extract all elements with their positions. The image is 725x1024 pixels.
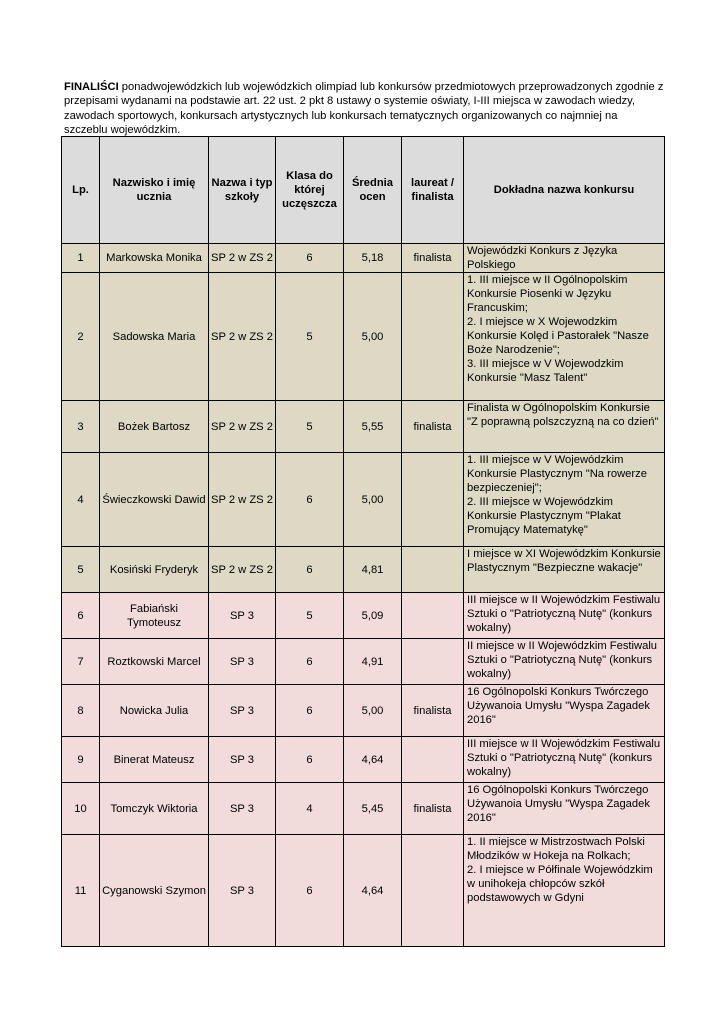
cell-status: [402, 453, 464, 547]
cell-lp: 4: [62, 453, 100, 547]
cell-contest: II miejsce w II Wojewódzkim Festiwalu Sztuki o "Patriotyczną Nutę" (konkurs wokalny): [464, 639, 665, 685]
cell-average: 5,18: [344, 244, 402, 273]
cell-contest: 16 Ogólnopolski Konkurs Twórczego Używanoia Umysłu "Wyspa Zagadek 2016": [464, 783, 665, 835]
cell-contest: III miejsce w II Wojewódzkim Festiwalu Sztuki o "Patriotyczną Nutę" (konkurs wokalny): [464, 737, 665, 783]
cell-school: SP 2 w ZS 2: [209, 401, 276, 453]
cell-school: SP 3: [209, 835, 276, 947]
cell-class: 5: [276, 401, 344, 453]
cell-average: 5,55: [344, 401, 402, 453]
cell-contest: Finalista w Ogólnopolskim Konkursie "Z poprawną polszczyzną na co dzień": [464, 401, 665, 453]
table-row: [62, 244, 665, 273]
table-row: [62, 593, 665, 639]
header-status: laureat / finalista: [402, 137, 464, 244]
cell-name: Sadowska Maria: [100, 273, 209, 401]
cell-class: 5: [276, 593, 344, 639]
cell-school: SP 3: [209, 783, 276, 835]
cell-average: 4,91: [344, 639, 402, 685]
cell-average: 4,64: [344, 835, 402, 947]
cell-school: SP 3: [209, 685, 276, 737]
cell-average: 5,00: [344, 453, 402, 547]
cell-average: 4,81: [344, 547, 402, 593]
cell-lp: 8: [62, 685, 100, 737]
header-average: Średnia ocen: [344, 137, 402, 244]
cell-contest: 1. III miejsce w V Wojewódzkim Konkursie Plastycznym "Na rowerze bezpieczeniej"; 2. III miejsce w Wojewódzkim Konkursie Plastycznym "Plakat Promujący Matematykę": [464, 453, 665, 547]
cell-lp: 6: [62, 593, 100, 639]
cell-name: Świeczkowski Dawid: [100, 453, 209, 547]
cell-status: finalista: [402, 244, 464, 273]
header-class: Klasa do której uczęszcza: [276, 137, 344, 244]
cell-class: 6: [276, 685, 344, 737]
cell-lp: 2: [62, 273, 100, 401]
cell-class: 5: [276, 273, 344, 401]
header-contest: Dokładna nazwa konkursu: [464, 137, 665, 244]
cell-school: SP 3: [209, 737, 276, 783]
cell-average: 5,45: [344, 783, 402, 835]
table-row: [62, 273, 665, 401]
table-row: [62, 835, 665, 947]
cell-name: Tomczyk Wiktoria: [100, 783, 209, 835]
cell-lp: 1: [62, 244, 100, 273]
cell-class: 6: [276, 547, 344, 593]
header-school: Nazwa i typ szkoły: [209, 137, 276, 244]
cell-contest: 16 Ogólnopolski Konkurs Twórczego Używanoia Umysłu "Wyspa Zagadek 2016": [464, 685, 665, 737]
cell-lp: 9: [62, 737, 100, 783]
cell-name: Nowicka Julia: [100, 685, 209, 737]
intro-paragraph: [64, 80, 664, 138]
cell-name: Markowska Monika: [100, 244, 209, 273]
cell-contest: I miejsce w XI Wojewódzkim Konkursie Plastycznym "Bezpieczne wakacje": [464, 547, 665, 593]
cell-school: SP 2 w ZS 2: [209, 547, 276, 593]
table-header-row: [62, 137, 665, 244]
cell-name: Binerat Mateusz: [100, 737, 209, 783]
cell-name: Kosiński Fryderyk: [100, 547, 209, 593]
cell-status: finalista: [402, 783, 464, 835]
cell-name: Bożek Bartosz: [100, 401, 209, 453]
cell-average: 5,00: [344, 685, 402, 737]
cell-class: 6: [276, 639, 344, 685]
cell-contest: Wojewódzki Konkurs z Języka Polskiego: [464, 244, 665, 273]
cell-status: [402, 639, 464, 685]
cell-class: 6: [276, 737, 344, 783]
table-row: [62, 783, 665, 835]
cell-school: SP 3: [209, 593, 276, 639]
table-row: [62, 401, 665, 453]
cell-class: 6: [276, 244, 344, 273]
intro-lead: FINALIŚCI: [64, 81, 119, 93]
cell-status: finalista: [402, 685, 464, 737]
cell-school: SP 2 w ZS 2: [209, 453, 276, 547]
table-row: [62, 685, 665, 737]
header-lp: Lp.: [62, 137, 100, 244]
table-row: [62, 547, 665, 593]
cell-school: SP 2 w ZS 2: [209, 273, 276, 401]
cell-class: 6: [276, 453, 344, 547]
cell-average: 5,00: [344, 273, 402, 401]
cell-status: [402, 737, 464, 783]
cell-school: SP 3: [209, 639, 276, 685]
cell-contest: III miejsce w II Wojewódzkim Festiwalu Sztuki o "Patriotyczną Nutę" (konkurs wokalny): [464, 593, 665, 639]
cell-contest: 1. II miejsce w Mistrzostwach Polski Młodzików w Hokeja na Rolkach; 2. I miejsce w Półfinale Wojewódzkim w unihokeja chłopców szkół podstawowych w Gdyni: [464, 835, 665, 947]
cell-status: [402, 547, 464, 593]
finalists-table: [61, 136, 665, 947]
cell-name: Roztkowski Marcel: [100, 639, 209, 685]
cell-name: Cyganowski Szymon: [100, 835, 209, 947]
header-name: Nazwisko i imię ucznia: [100, 137, 209, 244]
table-row: [62, 453, 665, 547]
cell-name: Fabiański Tymoteusz: [100, 593, 209, 639]
cell-status: [402, 273, 464, 401]
cell-class: 6: [276, 835, 344, 947]
cell-lp: 7: [62, 639, 100, 685]
cell-status: [402, 835, 464, 947]
table-row: [62, 737, 665, 783]
cell-lp: 10: [62, 783, 100, 835]
table-row: [62, 639, 665, 685]
cell-status: finalista: [402, 401, 464, 453]
cell-lp: 3: [62, 401, 100, 453]
cell-lp: 5: [62, 547, 100, 593]
intro-text: ponadwojewódzkich lub wojewódzkich olimpiad lub konkursów przedmiotowych przeprowadzonych zgodnie z przepisami wydanami na podstawie art. 22 ust. 2 pkt 8 ustawy o systemie oświaty, I-III miejsca w zawodach wiedzy, zawodach sportowych, konkursach artystycznych lub konkursach tematycznych organizowanych co najmniej na szczeblu wojewódzkim.: [64, 81, 664, 137]
cell-class: 4: [276, 783, 344, 835]
cell-lp: 11: [62, 835, 100, 947]
cell-school: SP 2 w ZS 2: [209, 244, 276, 273]
cell-status: [402, 593, 464, 639]
cell-contest: 1. III miejsce w II Ogólnopolskim Konkursie Piosenki w Języku Francuskim; 2. I miejsce w X Wojewodzkim Konkursie Kolęd i Pastorałek "Nasze Boże Narodzenie"; 3. III miejsce w V Wojewodzkim Konkursie "Masz Talent": [464, 273, 665, 401]
cell-average: 5,09: [344, 593, 402, 639]
cell-average: 4,64: [344, 737, 402, 783]
